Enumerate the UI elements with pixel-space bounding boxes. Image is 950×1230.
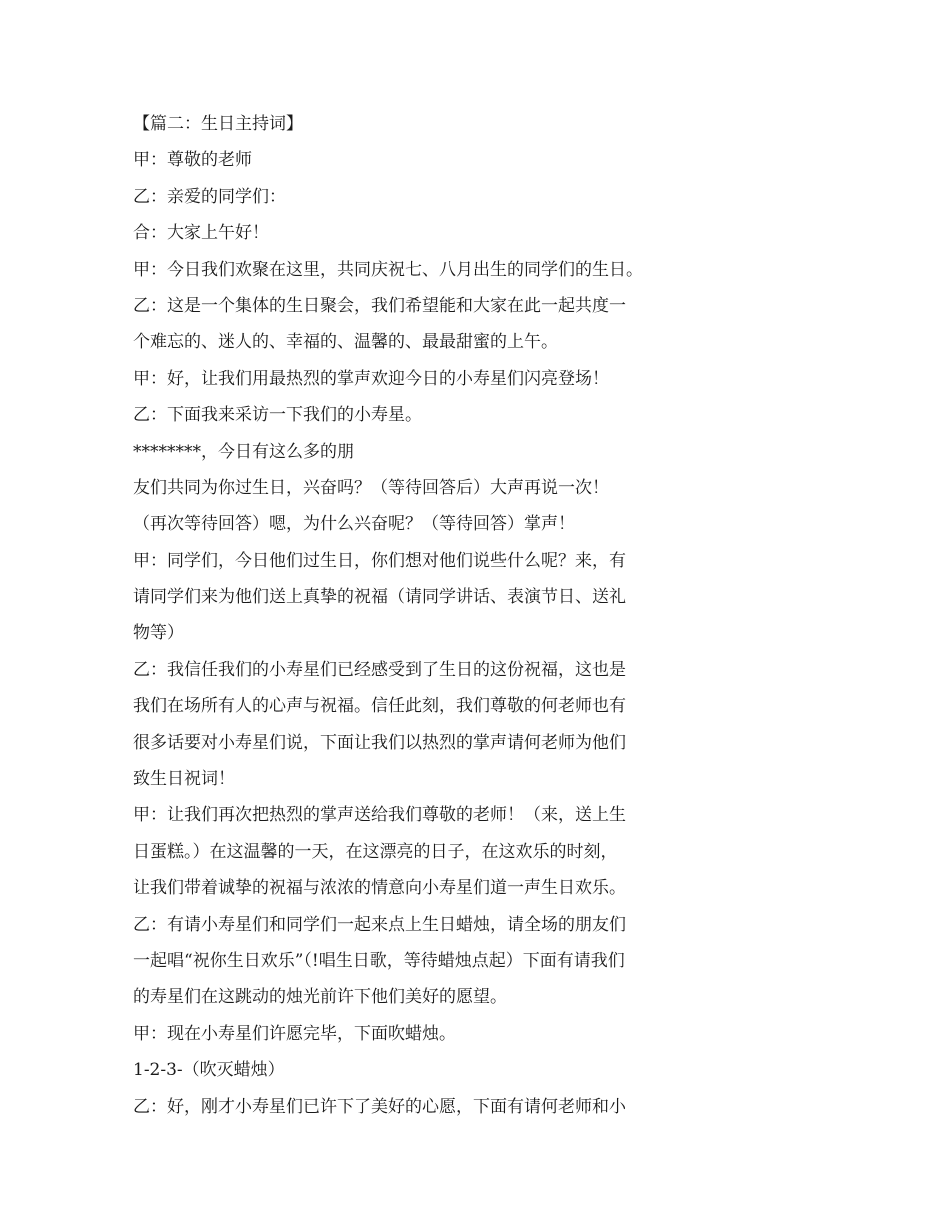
text-line: 1-2-3-（吹灭蜡烛） — [133, 1060, 285, 1081]
text-line: 友们共同为你过生日，兴奋吗？（等待回答后）大声再说一次！ — [133, 477, 609, 498]
text-line: 乙：这是一个集体的生日聚会，我们希望能和大家在此一起共度一 — [133, 295, 626, 316]
text-line: 乙：下面我来采访一下我们的小寿星。 — [133, 405, 422, 426]
text-line: 物等） — [133, 623, 184, 644]
text-line: 让我们带着诚挚的祝福与浓浓的情意向小寿星们道一声生日欢乐。 — [133, 878, 626, 899]
text-line: 乙：好，刚才小寿星们已许下了美好的心愿，下面有请何老师和小 — [133, 1096, 626, 1117]
text-line: 合：大家上午好！ — [133, 223, 269, 244]
text-line: （再次等待回答）嗯，为什么兴奋呢？（等待回答）掌声！ — [133, 514, 575, 535]
text-line: 很多话要对小寿星们说，下面让我们以热烈的掌声请何老师为他们 — [133, 732, 626, 753]
text-line: 甲：今日我们欢聚在这里，共同庆祝七、八月出生的同学们的生日。 — [133, 259, 643, 280]
text-line: 乙：有请小寿星们和同学们一起来点上生日蜡烛，请全场的朋友们 — [133, 914, 626, 935]
text-line: 的寿星们在这跳动的烛光前许下他们美好的愿望。 — [133, 987, 507, 1008]
text-line: 一起唱“祝你生日欢乐”（!唱生日歌，等待蜡烛点起）下面有请我们 — [133, 950, 625, 971]
text-line: 乙：亲爱的同学们： — [133, 186, 286, 207]
text-line: 甲：好，让我们用最热烈的掌声欢迎今日的小寿星们闪亮登场！ — [133, 368, 609, 389]
text-line: 日蛋糕。）在这温馨的一天，在这漂亮的日子，在这欢乐的时刻， — [133, 841, 618, 862]
document-body — [133, 106, 713, 1125]
text-line: 致生日祝词！ — [133, 769, 235, 790]
text-line: 我们在场所有人的心声与祝福。信任此刻，我们尊敬的何老师也有 — [133, 696, 626, 717]
text-line: 甲：同学们，今日他们过生日，你们想对他们说些什么呢？来，有 — [133, 550, 626, 571]
text-line: 个难忘的、迷人的、幸福的、温馨的、最最甜蜜的上午。 — [133, 332, 558, 353]
text-line: 乙：我信任我们的小寿星们已经感受到了生日的这份祝福，这也是 — [133, 659, 626, 680]
text-line: ********，今日有这么多的朋 — [133, 441, 354, 462]
text-line: 甲：现在小寿星们许愿完毕，下面吹蜡烛。 — [133, 1023, 456, 1044]
section-heading: 【篇二：生日主持词】 — [133, 114, 303, 134]
text-line: 甲：让我们再次把热烈的掌声送给我们尊敬的老师！（来，送上生 — [133, 805, 626, 826]
text-line: 甲：尊敬的老师 — [133, 150, 252, 171]
text-line: 请同学们来为他们送上真挚的祝福（请同学讲话、表演节日、送礼 — [133, 587, 626, 608]
